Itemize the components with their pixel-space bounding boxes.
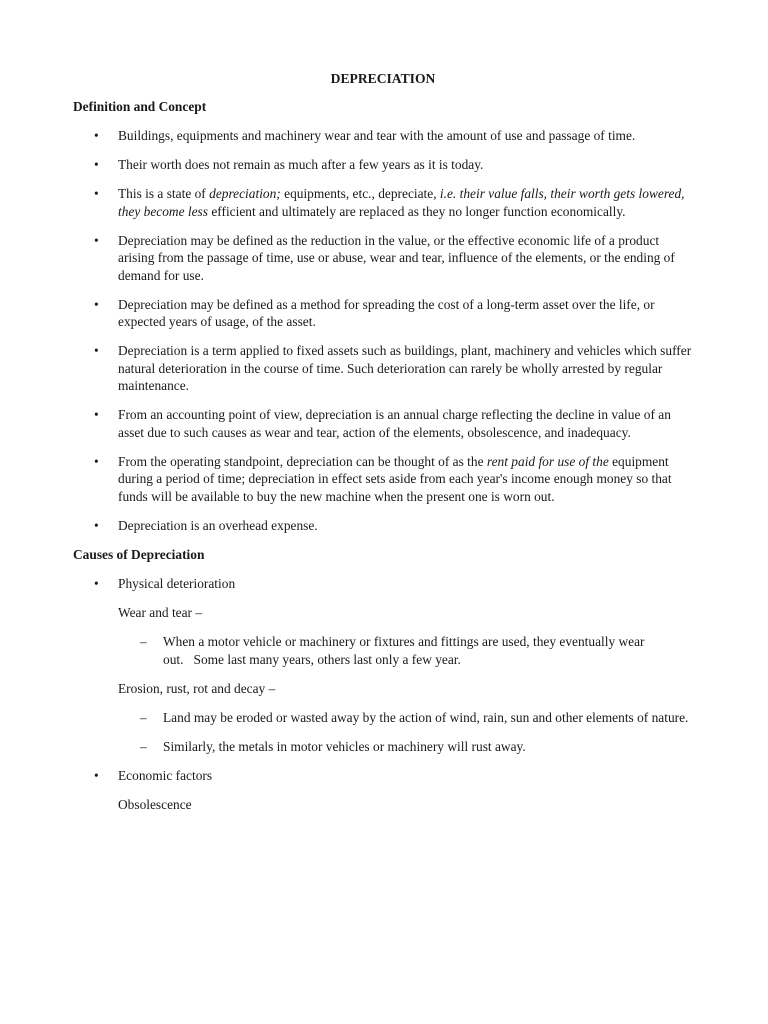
text-run: equipments, etc., depreciate, (280, 186, 440, 201)
subheading-erosion: Erosion, rust, rot and decay – (118, 680, 276, 696)
dash-item: – When a motor vehicle or machinery or fixtures and fittings are used, they eventually wear out. Some last many years, others last only a few year. (73, 633, 693, 668)
dash-item: – Land may be eroded or wasted away by the action of wind, rain, sun and other elements of nature. (73, 709, 693, 727)
subheading-obsolescence: Obsolescence (118, 796, 192, 812)
list-item: • Depreciation is an overhead expense. (73, 517, 693, 535)
document-title: DEPRECIATION (330, 71, 436, 86)
list-item: • Depreciation may be defined as a method for spreading the cost of a long-term asset over the life, or expected years of usage, of the asset. (73, 296, 693, 331)
list-item (73, 185, 693, 220)
italic-text-run: i.e. their value falls, their worth gets lowered, they become less (118, 186, 685, 219)
list-item: • Physical deterioration (73, 575, 693, 593)
causes-bullet-list-2 (73, 767, 693, 785)
dash-item: – Similarly, the metals in motor vehicles or machinery will rust away. (73, 738, 693, 756)
text-run: equipment during a period of time; depreciation in effect sets aside from each year's income enough money so that funds will be available to buy the new machine when the present one is worn out. (118, 453, 672, 504)
list-item: • Depreciation is a term applied to fixed assets such as buildings, plant, machinery and vehicles which suffer natural deterioration in the course of time. Such deterioration can rarely be wholly arrested by regular maintenance. (73, 342, 693, 395)
document-page (73, 70, 693, 825)
subheading-wear-and-tear: Wear and tear – (118, 605, 203, 620)
list-item (73, 453, 693, 506)
list-item: • Economic factors (73, 767, 693, 785)
section-heading-causes: Causes of Depreciation (73, 546, 205, 562)
text-run: From the operating standpoint, depreciation can be thought of as the (118, 453, 487, 469)
causes-bullet-list (73, 575, 693, 593)
text-run: efficient and ultimately are replaced as they no longer function economically. (207, 203, 626, 219)
italic-text-run: rent paid for use of the (486, 453, 609, 469)
list-item: • Buildings, equipments and machinery wear and tear with the amount of use and passage of time. (73, 127, 693, 145)
section-heading-definition: Definition and Concept (73, 98, 207, 114)
definition-bullet-list (73, 127, 693, 534)
list-item: • Depreciation may be defined as the reduction in the value, or the effective economic life of a product arising from the passage of time, use or abuse, wear and tear, influence of the elements, or the ending of demand for use. (73, 232, 693, 285)
italic-text-run: depreciation; (209, 186, 281, 201)
list-item: • From an accounting point of view, depreciation is an annual charge reflecting the decline in value of an asset due to such causes as wear and tear, action of the elements, obsolescence, and inadequacy. (73, 406, 693, 441)
text-run: This is a state of (118, 186, 210, 201)
list-item: • Their worth does not remain as much after a few years as it is today. (73, 156, 693, 174)
